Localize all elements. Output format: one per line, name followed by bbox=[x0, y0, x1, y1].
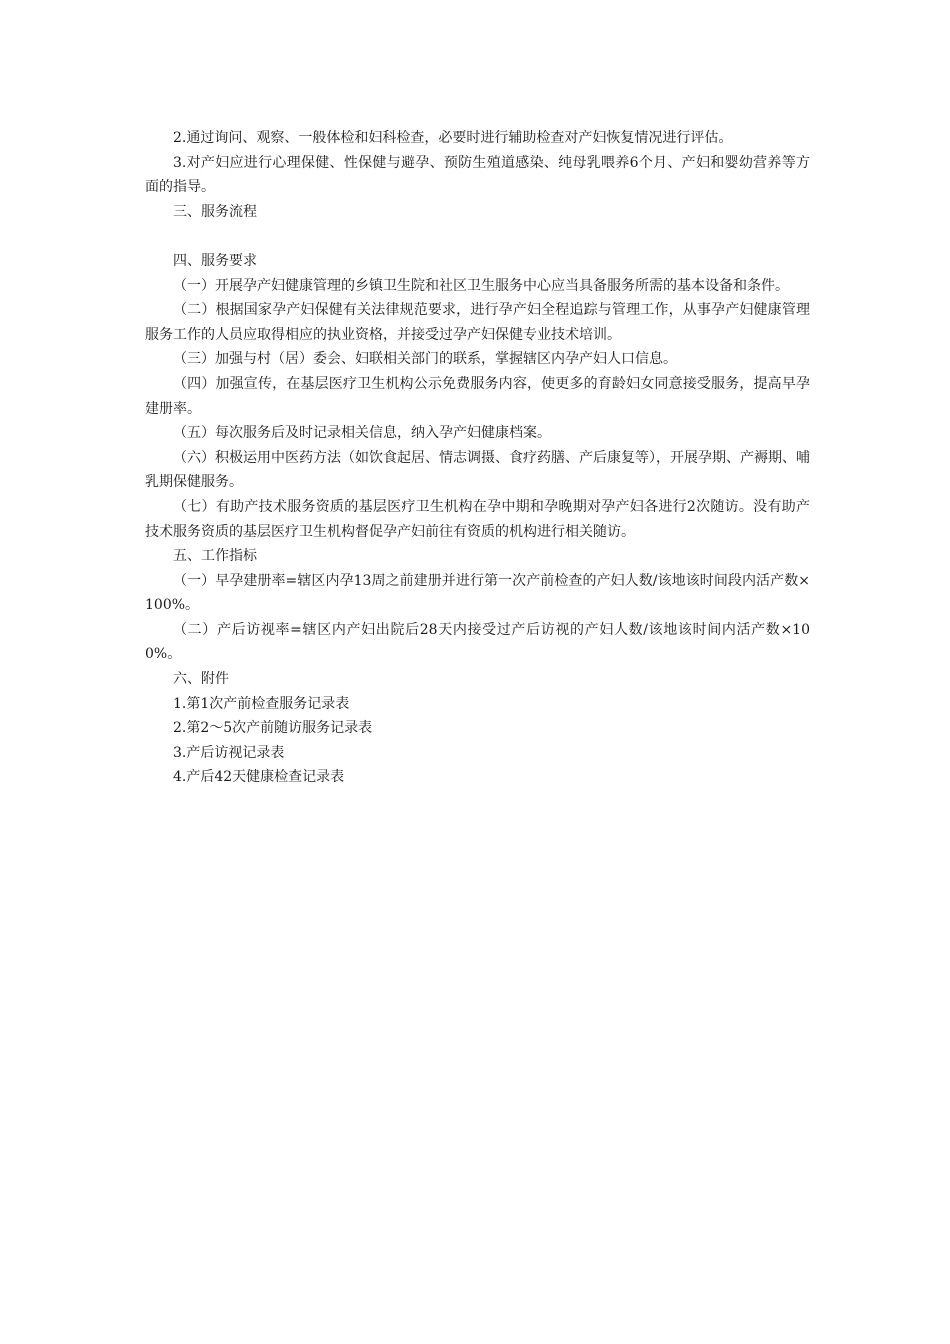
paragraph: （六）积极运用中医药方法（如饮食起居、情志调摄、食疗药膳、产后康复等），开展孕期、产褥期、哺乳期保健服务。 bbox=[145, 449, 810, 491]
attachment-item: 4.产后42天健康检查记录表 bbox=[173, 769, 345, 786]
attachment-item: 3.产后访视记录表 bbox=[173, 744, 285, 761]
attachment-item: 1.第1次产前检查服务记录表 bbox=[173, 695, 350, 712]
section-heading-attachments: 六、附件 bbox=[173, 671, 229, 688]
section-heading-service-flow: 三、服务流程 bbox=[173, 203, 257, 220]
paragraph: （二）产后访视率=辖区内产妇出院后28天内接受过产后访视的产妇人数/该地该时间内活产数×100%。 bbox=[145, 621, 810, 663]
section-heading-work-indicators: 五、工作指标 bbox=[173, 548, 257, 565]
paragraph: 2.通过询问、观察、一般体检和妇科检查，必要时进行辅助检查对产妇恢复情况进行评估。 bbox=[173, 130, 733, 146]
paragraph: （一）开展孕产妇健康管理的乡镇卫生院和社区卫生服务中心应当具备服务所需的基本设备和条件。 bbox=[173, 277, 789, 294]
paragraph: （三）加强与村（居）委会、妇联相关部门的联系，掌握辖区内孕产妇人口信息。 bbox=[173, 351, 677, 368]
section-heading-service-requirements: 四、服务要求 bbox=[173, 252, 257, 269]
paragraph: （一）早孕建册率=辖区内孕13周之前建册并进行第一次产前检查的产妇人数/该地该时间段内活产数×100%。 bbox=[145, 572, 810, 614]
paragraph: 3.对产妇应进行心理保健、性保健与避孕、预防生殖道感染、纯母乳喂养6个月、产妇和婴幼营养等方面的指导。 bbox=[145, 154, 810, 196]
paragraph: （七）有助产技术服务资质的基层医疗卫生机构在孕中期和孕晚期对孕产妇各进行2次随访。没有助产技术服务资质的基层医疗卫生机构督促孕产妇前往有资质的机构进行相关随访。 bbox=[145, 498, 810, 540]
document-page bbox=[145, 126, 810, 790]
attachment-item: 2.第2～5次产前随访服务记录表 bbox=[173, 720, 373, 737]
paragraph: （四）加强宣传，在基层医疗卫生机构公示免费服务内容，使更多的育龄妇女同意接受服务，提高早孕建册率。 bbox=[145, 375, 810, 417]
paragraph: （五）每次服务后及时记录相关信息，纳入孕产妇健康档案。 bbox=[173, 425, 551, 442]
paragraph: （二）根据国家孕产妇保健有关法律规范要求，进行孕产妇全程追踪与管理工作，从事孕产妇健康管理服务工作的人员应取得相应的执业资格，并接受过孕产妇保健专业技术培训。 bbox=[145, 302, 810, 343]
